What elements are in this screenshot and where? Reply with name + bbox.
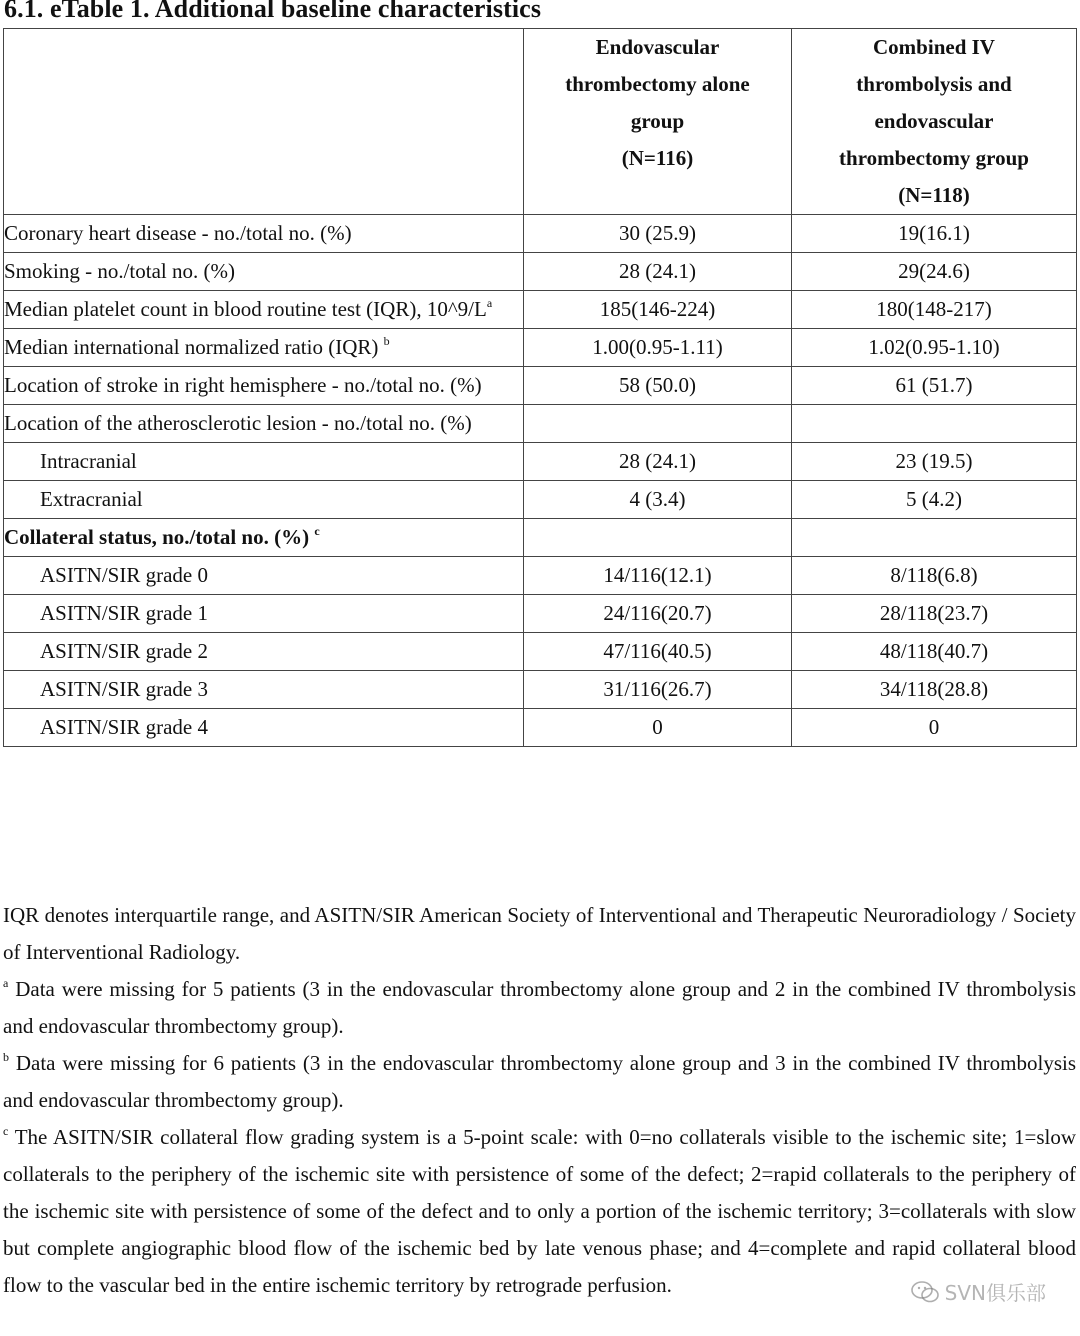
row-label: Coronary heart disease - no./total no. (%): [4, 215, 524, 253]
header-line: thrombolysis and: [856, 72, 1012, 96]
header-line: Endovascular: [595, 35, 720, 59]
cell-evt-alone: 47/116(40.5): [524, 633, 792, 671]
cell-combined: [792, 405, 1077, 443]
header-line: thrombectomy group: [839, 146, 1029, 170]
table-footnotes: [3, 897, 1076, 1304]
header-line: endovascular: [874, 109, 994, 133]
cell-evt-alone: 4 (3.4): [524, 481, 792, 519]
table-row: [4, 329, 1077, 367]
table-row: [4, 519, 1077, 557]
cell-combined: 8/118(6.8): [792, 557, 1077, 595]
header-col-combined: [792, 29, 1077, 215]
cell-evt-alone: 30 (25.9): [524, 215, 792, 253]
cell-combined: 34/118(28.8): [792, 671, 1077, 709]
cell-evt-alone: 58 (50.0): [524, 367, 792, 405]
table-row: [4, 595, 1077, 633]
table-row: [4, 709, 1077, 747]
table-row: [4, 405, 1077, 443]
cell-evt-alone: 28 (24.1): [524, 253, 792, 291]
cell-evt-alone: 31/116(26.7): [524, 671, 792, 709]
header-col-evt-alone: [524, 29, 792, 215]
cell-evt-alone: 0: [524, 709, 792, 747]
table-row: [4, 367, 1077, 405]
cell-combined: 48/118(40.7): [792, 633, 1077, 671]
cell-combined: 180(148-217): [792, 291, 1077, 329]
row-label: ASITN/SIR grade 0: [4, 557, 524, 595]
table-header-row: [4, 29, 1077, 215]
cell-evt-alone: [524, 519, 792, 557]
wechat-icon: [911, 1280, 941, 1304]
row-label: Intracranial: [4, 443, 524, 481]
row-label: Median international normalized ratio (IQR) $^b$: [4, 329, 524, 367]
row-label: Extracranial: [4, 481, 524, 519]
cell-evt-alone: 185(146-224): [524, 291, 792, 329]
watermark: [911, 1277, 1046, 1306]
cell-combined: 29(24.6): [792, 253, 1077, 291]
baseline-table: [3, 28, 1077, 747]
table-row: [4, 291, 1077, 329]
abbreviation-note: IQR denotes interquartile range, and ASITN/SIR American Society of Interventional and Therapeutic Neuroradiology / Society of Interventional Radiology.: [3, 903, 1076, 964]
table-row: [4, 443, 1077, 481]
cell-evt-alone: 14/116(12.1): [524, 557, 792, 595]
table-row: [4, 253, 1077, 291]
table-row: [4, 671, 1077, 709]
header-line: group: [630, 109, 685, 133]
footnote-b: [3, 1045, 1076, 1119]
row-label: Collateral status, no./total no. (%) $^c$: [4, 519, 524, 557]
footnote-marker: a: [486, 296, 493, 310]
footnote-marker: b: [383, 334, 390, 348]
header-line: thrombectomy alone: [565, 72, 750, 96]
cell-evt-alone: 1.00(0.95-1.11): [524, 329, 792, 367]
row-label: Median platelet count in blood routine test (IQR), $10\^{}9/L^a$: [4, 291, 524, 329]
cell-combined: 28/118(23.7): [792, 595, 1077, 633]
header-line: (N=116): [621, 146, 694, 170]
footnote-text: The ASITN/SIR collateral flow grading system is a 5-point scale: with 0=no collaterals visible to the ischemic site; 1=slow collaterals to the periphery of the ischemic site with persistence of some of the defect; 2=rapid collaterals to the periphery of the ischemic site with persistence of some of the defect and to only a portion of the ischemic territory; 3=collaterals with slow but complete angiographic blood flow of the ischemic bed by late venous phase; and 4=complete and rapid collateral blood flow to the vascular bed in the entire ischemic territory by retrograde perfusion.: [3, 1125, 1076, 1297]
watermark-text: SVN俱乐部: [944, 1281, 1046, 1305]
row-label: ASITN/SIR grade 1: [4, 595, 524, 633]
cell-combined: [792, 519, 1077, 557]
cell-combined: 61 (51.7): [792, 367, 1077, 405]
footnote-marker: a: [3, 976, 9, 990]
footnote-marker: c: [3, 1124, 9, 1138]
row-label: Location of stroke in right hemisphere - no./total no. (%): [4, 367, 524, 405]
footnote-a: [3, 971, 1076, 1045]
table-row: [4, 215, 1077, 253]
header-line: (N=118): [898, 183, 970, 207]
cell-combined: 1.02(0.95-1.10): [792, 329, 1077, 367]
cell-evt-alone: 28 (24.1): [524, 443, 792, 481]
table-row: [4, 481, 1077, 519]
cell-combined: 0: [792, 709, 1077, 747]
header-empty-cell: [4, 29, 524, 215]
row-label: ASITN/SIR grade 4: [4, 709, 524, 747]
row-label: ASITN/SIR grade 3: [4, 671, 524, 709]
table-row: [4, 633, 1077, 671]
header-line: Combined IV: [873, 35, 995, 59]
page-title: 6.1. eTable 1. Additional baseline characteristics: [4, 0, 542, 23]
footnote-marker: c: [314, 524, 320, 538]
row-label: Location of the atherosclerotic lesion - no./total no. (%): [4, 405, 524, 443]
table-row: [4, 557, 1077, 595]
row-label: Smoking - no./total no. (%): [4, 253, 524, 291]
footnote-text: Data were missing for 5 patients (3 in the endovascular thrombectomy alone group and 2 in the combined IV thrombolysis and endovascular thrombectomy group).: [3, 977, 1076, 1038]
cell-combined: 5 (4.2): [792, 481, 1077, 519]
row-label: ASITN/SIR grade 2: [4, 633, 524, 671]
cell-combined: 23 (19.5): [792, 443, 1077, 481]
cell-evt-alone: 24/116(20.7): [524, 595, 792, 633]
footnote-marker: b: [3, 1050, 9, 1064]
cell-evt-alone: [524, 405, 792, 443]
footnote-text: Data were missing for 6 patients (3 in the endovascular thrombectomy alone group and 3 in the combined IV thrombolysis and endovascular thrombectomy group).: [3, 1051, 1077, 1112]
cell-combined: 19(16.1): [792, 215, 1077, 253]
